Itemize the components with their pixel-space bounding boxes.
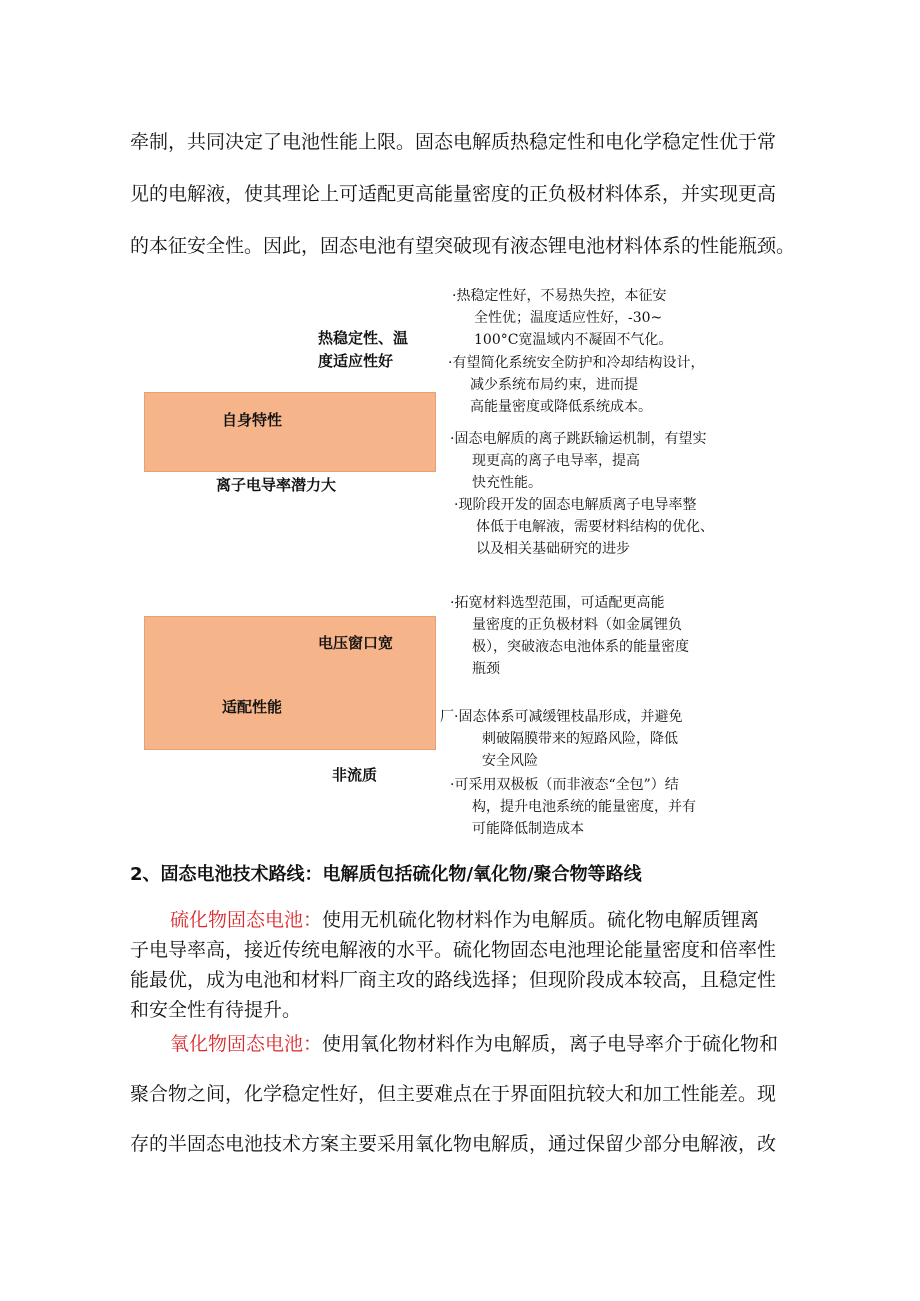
oxide-paragraph <box>130 1034 830 1184</box>
oxide-line: 存的半固态电池技术方案主要采用氧化物电解质，通过保留少部分电解液，改 <box>130 1133 777 1155</box>
bullet-group-dendrite <box>440 706 682 772</box>
bullet-line: 以及相关基础研究的进步 <box>476 541 630 557</box>
intro-line: 见的电解液，使其理论上可适配更高能量密度的正负极材料体系，并实现更高 <box>130 183 777 205</box>
bullet-line: 构，提升电池系统的能量密度，并有 <box>472 799 696 815</box>
bullet-line: ·固态电解质的离子跳跃输运机制，有望实 <box>450 431 707 447</box>
bullet-line: 现更高的离子电导率，提高 <box>472 453 640 469</box>
bullet-line: 安全风险 <box>482 753 538 769</box>
bullet-group-bipolar <box>450 774 696 840</box>
bullet-group-material-range <box>450 592 689 680</box>
sulfide-term: 硫化物固态电池： <box>170 909 323 931</box>
bullet-group-ion-transport <box>450 428 706 494</box>
bullet-line: 体低于电解液，需要材料结构的优化、 <box>476 519 714 535</box>
sulfide-text: 使用无机硫化物材料作为电解质。硫化物电解质锂离 <box>322 909 760 931</box>
bullet-line: 全性优；温度适应性好，-30~ <box>474 310 663 326</box>
bullet-line: ·现阶段开发的固态电解质离子电导率整 <box>454 497 697 513</box>
bullet-line: 减少系统布局约束，进而提 <box>470 377 638 393</box>
box-adapt-label: 适配性能 <box>222 698 283 716</box>
oxide-line <box>130 1034 830 1084</box>
bullet-line: ·有望简化系统安全防护和冷却结构设计， <box>448 355 705 371</box>
bullet-group-thermal <box>452 285 672 351</box>
bullet-line: 极），突破液态电池体系的能量密度 <box>472 639 689 655</box>
box-self-characteristics <box>144 392 436 472</box>
label-thermal-stability: 热稳定性、温 <box>318 329 409 347</box>
label-voltage-window: 电压窗口宽 <box>318 634 394 652</box>
sulfide-line: 能最优，成为电池和材料厂商主攻的路线选择；但现阶段成本较高，且稳定性 <box>130 969 777 991</box>
oxide-term: 氧化物固态电池： <box>170 1033 323 1055</box>
sulfide-line: 和安全性有待提升。 <box>130 999 302 1021</box>
bullet-line: 瓶颈 <box>472 661 500 677</box>
sulfide-line: 子电导率高，接近传统电解液的水平。硫化物固态电池理论能量密度和倍率性 <box>130 939 777 961</box>
label-non-fluid: 非流质 <box>332 766 378 784</box>
bullet-line: ·拓宽材料选型范围，可适配更高能 <box>450 595 665 611</box>
oxide-line: 聚合物之间，化学稳定性好，但主要难点在于界面阻抗较大和加工性能差。现 <box>130 1083 777 1105</box>
intro-line: 牵制，共同决定了电池性能上限。固态电解质热稳定性和电化学稳定性优于常 <box>130 131 777 153</box>
bullet-line: 可能降低制造成本 <box>472 821 584 837</box>
oxide-text: 使用氧化物材料作为电解质，离子电导率介于硫化物和 <box>322 1033 779 1055</box>
bullet-group-system <box>448 352 704 418</box>
sulfide-line <box>130 910 830 940</box>
bullet-line: 快充性能。 <box>472 475 542 491</box>
bullet-line: 高能量密度或降低系统成本。 <box>470 399 652 415</box>
bullet-line: 100°C宽温域内不凝固不气化。 <box>474 332 673 348</box>
intro-line: 的本征安全性。因此，固态电池有望突破现有液态锂电池材料体系的性能瓶颈。 <box>130 235 796 257</box>
section-heading: 2、固态电池技术路线：电解质包括硫化物/氧化物/聚合物等路线 <box>130 864 642 885</box>
bullet-line: ·热稳定性好，不易热失控，本征安 <box>452 288 667 304</box>
bullet-line: 刺破隔膜带来的短路风险，降低 <box>482 731 678 747</box>
bullet-line: 厂·固态体系可减缓锂枝晶形成，并避免 <box>440 709 683 725</box>
bullet-line: 量密度的正负极材料（如金属锂负 <box>472 617 682 633</box>
intro-paragraph <box>130 132 830 288</box>
box-self-label: 自身特性 <box>222 411 283 429</box>
sulfide-paragraph <box>130 910 830 1030</box>
bullet-line: ·可采用双极板（而非液态“全包”）结 <box>450 777 679 793</box>
label-ionic-conductivity: 离子电导率潜力大 <box>216 476 337 494</box>
label-thermal-stability-2: 度适应性好 <box>318 352 394 370</box>
bullet-group-current-stage <box>454 494 714 560</box>
